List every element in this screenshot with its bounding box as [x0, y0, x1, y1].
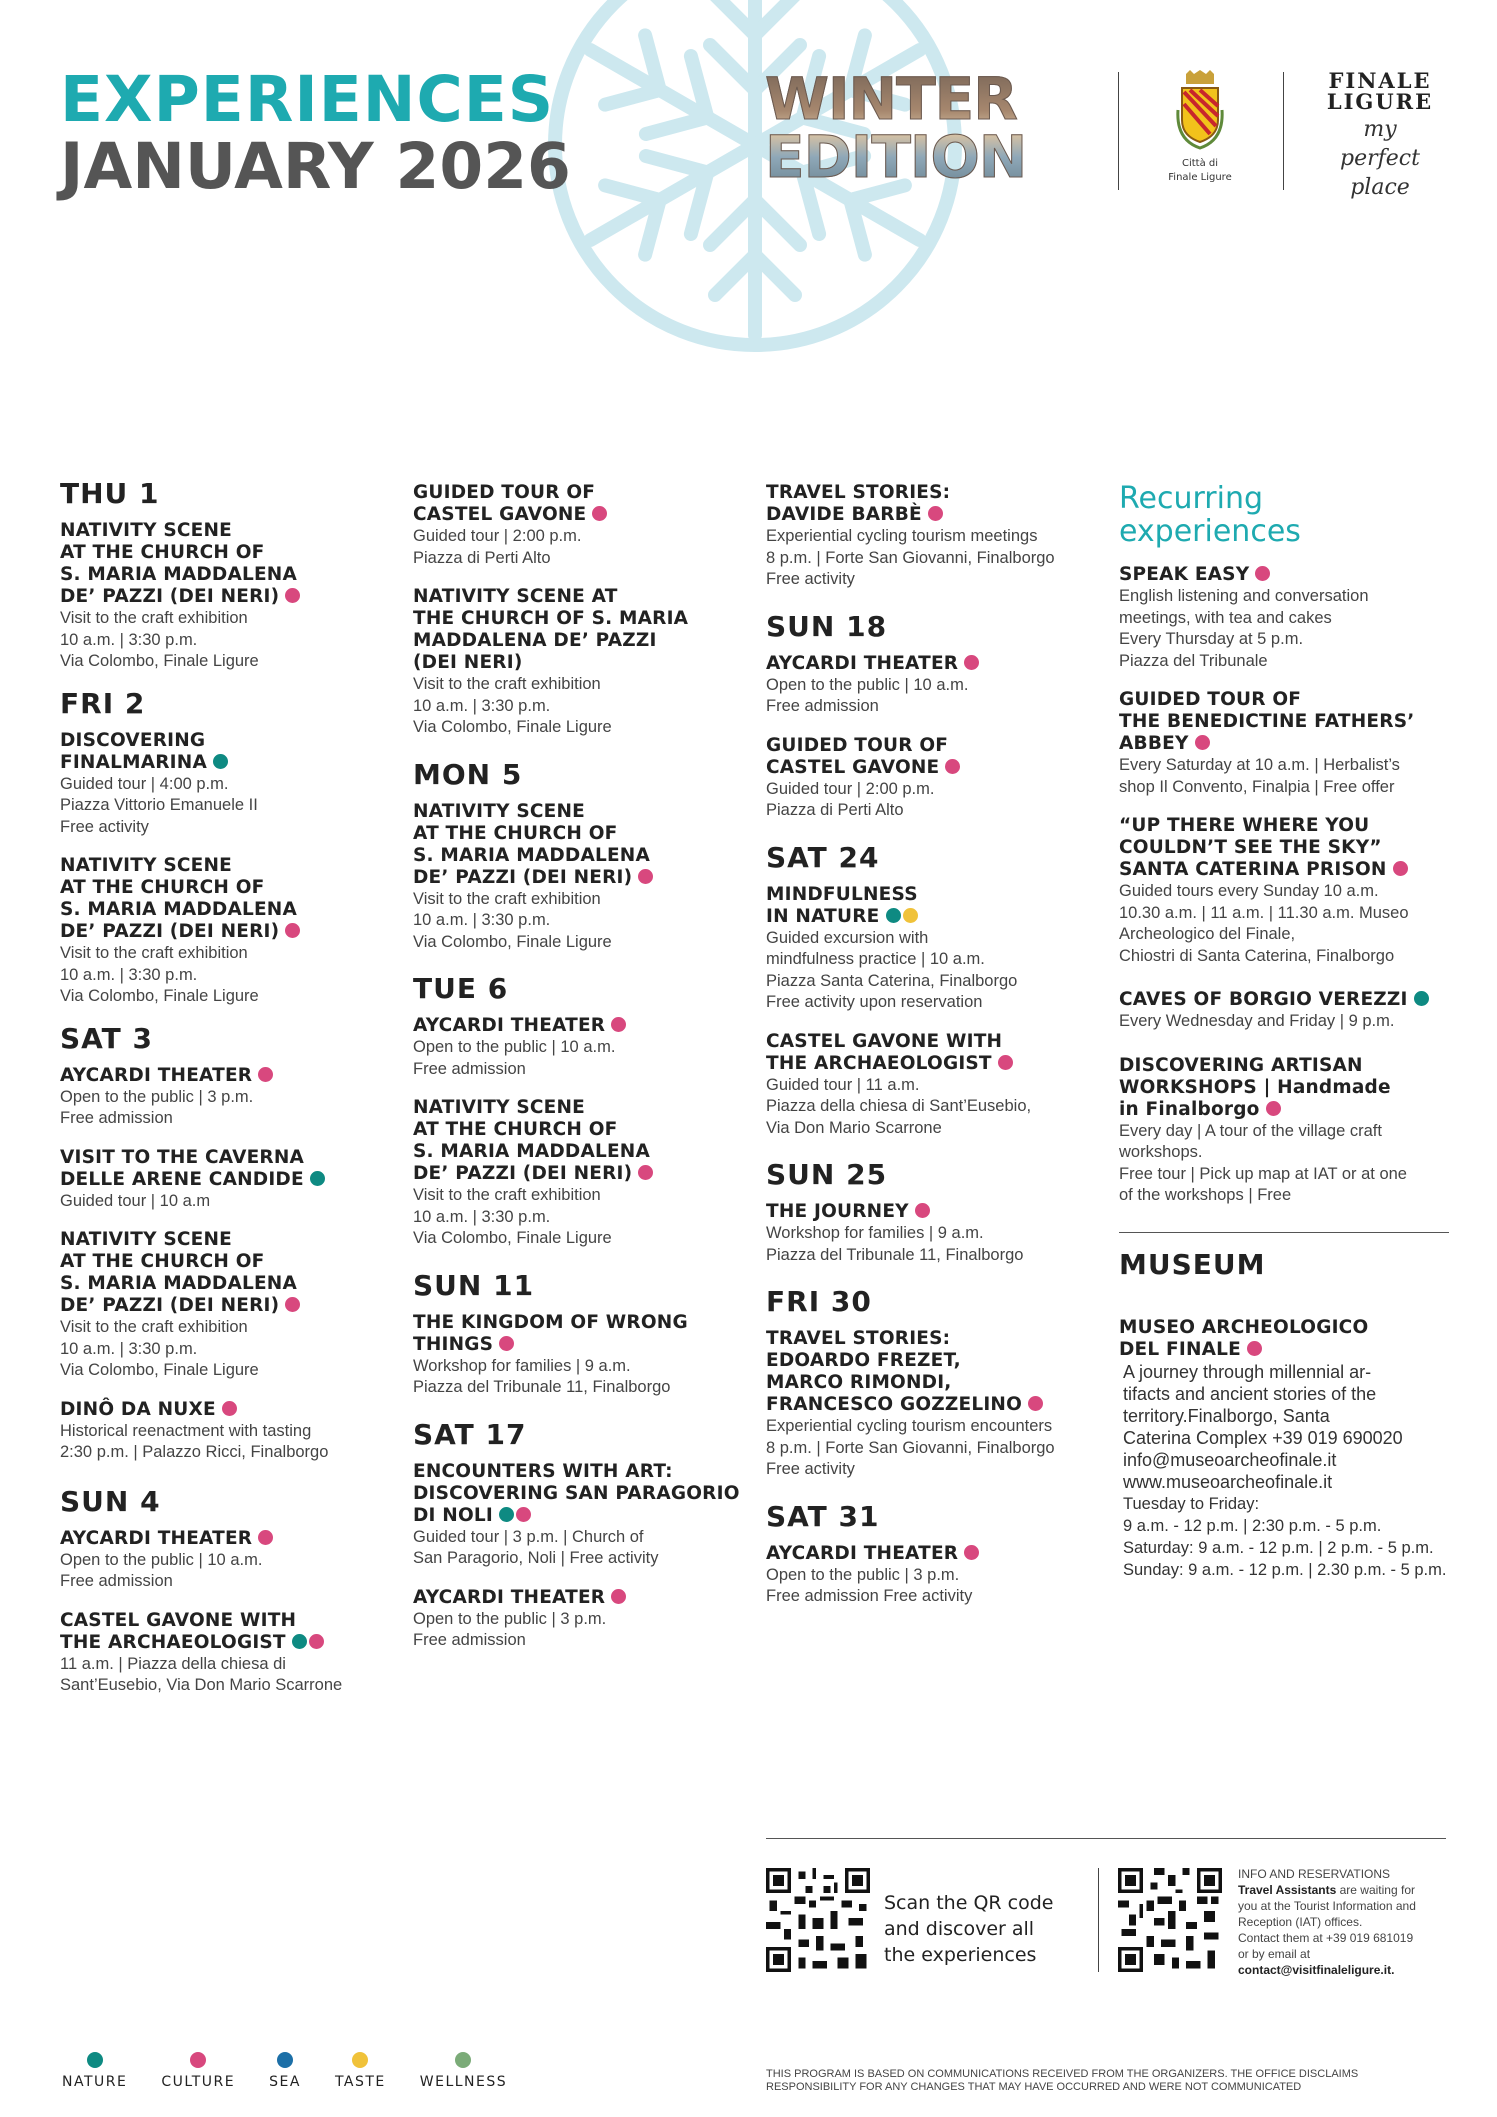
event-details: Guided tour | 2:00 p.m. Piazza di Perti Alto: [766, 779, 935, 819]
info-bold: Travel Assistants: [1238, 1883, 1337, 1897]
event-title: MINDFULNESS IN NATURE: [766, 883, 918, 927]
culture-dot-icon: [222, 1401, 237, 1416]
nature-dot-icon: [499, 1507, 514, 1522]
event-title: DISCOVERING FINALMARINA: [60, 730, 380, 774]
sea-dot-icon: [277, 2052, 293, 2068]
edition-line-2: EDITION: [765, 123, 1027, 191]
page-title: [60, 63, 571, 203]
event-details: Open to the public | 10 a.m. Free admission: [413, 1038, 616, 1078]
event-details: Open to the public | 10 a.m. Free admission: [766, 675, 969, 715]
qr-caption: Scan the QR code and discover all the experiences: [884, 1892, 1054, 1966]
crest-caption-2: Finale Ligure: [1168, 172, 1232, 183]
event-details: Open to the public | 10 a.m. Free admission: [60, 1550, 263, 1590]
category-legend: [62, 2052, 541, 2090]
event-details: 11 a.m. | Piazza della chiesa di Sant’Eusebio, Via Don Mario Scarrone: [60, 1654, 343, 1694]
wellness-dot-icon: [455, 2052, 471, 2068]
event-item[interactable]: [766, 1328, 1096, 1481]
event-details: Visit to the craft exhibition 10 a.m. | 3:30 p.m. Via Colombo, Finale Ligure: [413, 675, 612, 736]
day-heading: SUN 11: [413, 1268, 535, 1302]
tagline-2: perfect: [1340, 146, 1420, 172]
event-title: CASTEL GAVONE WITH THE ARCHAEOLOGIST: [60, 1610, 380, 1654]
event-details: Guided excursion with mindfulness practice | 10 a.m. Piazza Santa Caterina, Finalborgo Free activity upon reservation: [766, 928, 1018, 1011]
event-item[interactable]: [60, 1229, 380, 1382]
museum-heading: MUSEUM: [1119, 1232, 1449, 1279]
event-details: Visit to the craft exhibition 10 a.m. | 3:30 p.m. Via Colombo, Finale Ligure: [60, 1318, 259, 1379]
event-item[interactable]: [413, 482, 753, 569]
day-heading: SAT 3: [60, 1021, 153, 1055]
event-title: “UP THERE WHERE YOU COULDN’T SEE THE SKY” SANTA CATERINA PRISON: [1119, 815, 1449, 881]
day-heading: SUN 25: [766, 1158, 888, 1191]
event-details: Visit to the craft exhibition 10 a.m. | 3:30 p.m. Via Colombo, Finale Ligure: [413, 889, 612, 951]
event-title: AYCARDI THEATER: [766, 1543, 1096, 1565]
brand-divider: [1283, 72, 1284, 190]
legend-wellness: WELLNESS: [420, 2052, 507, 2090]
culture-dot-icon: [592, 506, 607, 521]
event-item[interactable]: [60, 1399, 380, 1464]
event-item[interactable]: [60, 1147, 380, 1213]
event-item[interactable]: [766, 884, 1096, 1014]
culture-dot-icon: [309, 1634, 324, 1649]
event-title: THE JOURNEY: [766, 1201, 1096, 1223]
legend-sea: SEA: [269, 2052, 301, 2090]
event-title: NATIVITY SCENE AT THE CHURCH OF S. MARIA MADDALENA DE’ PAZZI (DEI NERI): [60, 520, 380, 608]
event-item[interactable]: [413, 801, 753, 954]
event-item[interactable]: [60, 730, 380, 839]
title-experiences: EXPERIENCES: [60, 63, 555, 136]
culture-dot-icon: [964, 655, 979, 670]
event-details: Open to the public | 3 p.m. Free admission: [60, 1087, 254, 1127]
event-item[interactable]: [60, 1065, 380, 1130]
event-title: DINÔ DA NUXE: [60, 1399, 380, 1421]
event-title: GUIDED TOUR OF CASTEL GAVONE: [766, 735, 1096, 779]
event-item[interactable]: [766, 1201, 1096, 1266]
event-details: Guided tour | 2:00 p.m. Piazza di Perti Alto: [413, 527, 582, 567]
event-details: Guided tour | 11 a.m. Piazza della chiesa di Sant’Eusebio, Via Don Mario Scarrone: [766, 1075, 1032, 1137]
event-item[interactable]: [413, 1461, 753, 1570]
event-details: Every day | A tour of the village craft workshops. Free tour | Pick up map at IAT or at one of the workshops | Free: [1119, 1121, 1407, 1204]
culture-dot-icon: [915, 1203, 930, 1218]
brand-line-2: LIGURE: [1326, 89, 1434, 114]
culture-dot-icon: [638, 869, 653, 884]
finale-ligure-logo: [1315, 70, 1445, 199]
event-title: GUIDED TOUR OF THE BENEDICTINE FATHERS’ ABBEY: [1119, 689, 1415, 754]
recurring-heading: Recurring experiences: [1119, 481, 1301, 549]
info-title: INFO AND RESERVATIONS: [1238, 1867, 1391, 1881]
taste-dot-icon: [903, 908, 918, 923]
event-details: Visit to the craft exhibition 10 a.m. | 3:30 p.m. Via Colombo, Finale Ligure: [60, 609, 259, 670]
event-item[interactable]: [413, 1312, 753, 1399]
event-item[interactable]: [1119, 1055, 1449, 1207]
day-heading: THU 1: [60, 477, 160, 510]
event-details: English listening and conversation meetings, with tea and cakes Every Thursday at 5 p.m. Piazza del Tribunale: [1119, 587, 1369, 670]
event-details: Visit to the craft exhibition 10 a.m. | 3:30 p.m. Via Colombo, Finale Ligure: [60, 944, 259, 1005]
event-item[interactable]: [413, 1015, 753, 1080]
event-item[interactable]: [60, 1528, 380, 1593]
culture-dot-icon: [285, 588, 300, 603]
culture-dot-icon: [638, 1165, 653, 1180]
event-title: TRAVEL STORIES: EDOARDO FREZET, MARCO RIMONDI, FRANCESCO GOZZELINO: [766, 1328, 1096, 1416]
event-title: ENCOUNTERS WITH ART: DISCOVERING SAN PARAGORIO DI NOLI: [413, 1460, 740, 1526]
edition-line-1: WINTER: [765, 65, 1017, 133]
event-title: CAVES OF BORGIO VEREZZI: [1119, 989, 1449, 1011]
event-details: Visit to the craft exhibition 10 a.m. | 3:30 p.m. Via Colombo, Finale Ligure: [413, 1186, 612, 1247]
event-item[interactable]: [413, 586, 753, 739]
culture-dot-icon: [285, 923, 300, 938]
qr-code-icon[interactable]: [1118, 1868, 1222, 1972]
event-item[interactable]: [60, 520, 380, 673]
event-title: AYCARDI THEATER: [413, 1015, 753, 1037]
event-title: AYCARDI THEATER: [60, 1528, 380, 1550]
day-heading: SAT 24: [766, 840, 880, 874]
tagline-3: place: [1350, 175, 1410, 201]
culture-dot-icon: [998, 1055, 1013, 1070]
event-item[interactable]: [766, 482, 1096, 591]
culture-dot-icon: [499, 1336, 514, 1351]
legend-nature: NATURE: [62, 2052, 127, 2090]
taste-dot-icon: [352, 2052, 368, 2068]
event-details: Guided tour | 10 a.m: [60, 1191, 211, 1210]
event-title: VISIT TO THE CAVERNA DELLE ARENE CANDIDE: [60, 1147, 380, 1191]
footer-vertical-divider: [1098, 1868, 1099, 1972]
culture-dot-icon: [1195, 735, 1210, 750]
museum-email-link[interactable]: info@museoarcheofinale.it: [1123, 1449, 1337, 1470]
culture-dot-icon: [611, 1589, 626, 1604]
culture-dot-icon: [928, 506, 943, 521]
culture-dot-icon: [611, 1017, 626, 1032]
culture-dot-icon: [1028, 1396, 1043, 1411]
event-item[interactable]: [1119, 689, 1449, 798]
event-details: Guided tour | 4:00 p.m. Piazza Vittorio Emanuele II Free activity: [60, 774, 258, 836]
culture-dot-icon: [945, 759, 960, 774]
event-item[interactable]: [1119, 989, 1449, 1033]
winter-edition-logo: [765, 65, 1027, 191]
event-details: Guided tours every Sunday 10 a.m. 10.30 a.m. | 11 a.m. | 11.30 a.m. Museo Archeologico del Finale, Chiostri di Santa Caterina, Finalborgo: [1119, 882, 1409, 965]
event-title: CASTEL GAVONE WITH THE ARCHAEOLOGIST: [766, 1031, 1096, 1075]
event-item[interactable]: [413, 1587, 753, 1652]
nature-dot-icon: [310, 1171, 325, 1186]
event-title: NATIVITY SCENE AT THE CHURCH OF S. MARIA MADDALENA DE’ PAZZI (DEI NERI): [60, 1229, 380, 1317]
event-details: Every Wednesday and Friday | 9 p.m.: [1119, 1012, 1395, 1030]
legend-culture: CULTURE: [161, 2052, 235, 2090]
event-item[interactable]: [1119, 815, 1449, 967]
event-item[interactable]: [766, 1031, 1096, 1140]
event-item[interactable]: [1119, 564, 1449, 672]
event-title: THE KINGDOM OF WRONG THINGS: [413, 1311, 688, 1355]
crest-icon: [1174, 70, 1226, 152]
day-heading: MON 5: [413, 757, 523, 791]
culture-dot-icon: [1393, 861, 1408, 876]
event-details: Every Saturday at 10 a.m. | Herbalist’s shop Il Convento, Finalpia | Free offer: [1119, 756, 1400, 796]
nature-dot-icon: [213, 754, 228, 769]
column-4: [1119, 482, 1449, 1598]
event-details: Workshop for families | 9 a.m. Piazza del Tribunale 11, Finalborgo: [766, 1224, 1024, 1264]
column-3: [766, 482, 1096, 1625]
culture-dot-icon: [1266, 1101, 1281, 1116]
culture-dot-icon: [190, 2052, 206, 2068]
event-title: GUIDED TOUR OF CASTEL GAVONE: [413, 482, 753, 526]
event-title: MUSEO ARCHEOLOGICO DEL FINALE: [1119, 1316, 1369, 1360]
day-heading: SAT 17: [413, 1417, 527, 1451]
day-heading: SAT 31: [766, 1499, 880, 1533]
event-details: Historical reenactment with tasting 2:30 p.m. | Palazzo Ricci, Finalborgo: [60, 1421, 329, 1461]
nature-dot-icon: [886, 908, 901, 923]
crest-caption-1: Città di: [1181, 158, 1219, 169]
event-item[interactable]: [766, 1543, 1096, 1608]
day-heading: FRI 30: [766, 1285, 872, 1318]
column-1: [60, 477, 380, 1714]
event-title: AYCARDI THEATER: [766, 653, 1096, 675]
event-details: Experiential cycling tourism encounters 8 p.m. | Forte San Giovanni, Finalborgo Free activity: [766, 1417, 1055, 1478]
event-details: Open to the public | 3 p.m. Free admission Free activity: [766, 1565, 973, 1605]
event-details: Open to the public | 3 p.m. Free admission: [413, 1609, 607, 1649]
culture-dot-icon: [258, 1067, 273, 1082]
legend-taste: TASTE: [335, 2052, 386, 2090]
culture-dot-icon: [258, 1530, 273, 1545]
disclaimer: THIS PROGRAM IS BASED ON COMMUNICATIONS RECEIVED FROM THE ORGANIZERS. THE OFFICE DISCLAIMS RESPONSIBILITY FOR ANY CHANGES THAT MAY HAVE OCCURRED AND WERE NOT COMMUNICATED: [766, 2068, 1359, 2093]
event-item[interactable]: [60, 1610, 380, 1697]
footer-divider: [766, 1838, 1446, 1839]
event-details: Workshop for families | 9 a.m. Piazza del Tribunale 11, Finalborgo: [413, 1356, 671, 1396]
event-title: SPEAK EASY: [1119, 564, 1449, 586]
nature-dot-icon: [87, 2052, 103, 2068]
day-heading: SUN 4: [60, 1484, 161, 1518]
event-details: Experiential cycling tourism meetings 8 p.m. | Forte San Giovanni, Finalborgo Free activity: [766, 527, 1055, 588]
event-title: NATIVITY SCENE AT THE CHURCH OF S. MARIA MADDALENA DE’ PAZZI (DEI NERI): [413, 801, 753, 889]
culture-dot-icon: [964, 1545, 979, 1560]
event-title: NATIVITY SCENE AT THE CHURCH OF S. MARIA MADDALENA DE’ PAZZI (DEI NERI): [413, 586, 689, 673]
day-heading: SUN 18: [766, 609, 888, 643]
qr-code-icon[interactable]: [766, 1868, 870, 1972]
event-title: AYCARDI THEATER: [60, 1065, 380, 1087]
culture-dot-icon: [285, 1297, 300, 1312]
nature-dot-icon: [292, 1634, 307, 1649]
day-heading: TUE 6: [413, 972, 509, 1005]
info-email-link[interactable]: contact@visitfinaleligure.it.: [1238, 1963, 1395, 1977]
snowflake-icon: [515, 0, 995, 385]
museum-website-link[interactable]: www.museoarcheofinale.it: [1123, 1471, 1333, 1492]
event-title: NATIVITY SCENE AT THE CHURCH OF S. MARIA MADDALENA DE’ PAZZI (DEI NERI): [413, 1097, 753, 1185]
culture-dot-icon: [516, 1507, 531, 1522]
event-title: AYCARDI THEATER: [413, 1587, 753, 1609]
event-item[interactable]: [413, 1097, 753, 1250]
event-item[interactable]: [60, 855, 380, 1008]
brand-line-1: FINALE: [1328, 68, 1432, 93]
info-reservations: INFO AND RESERVATIONS Travel Assistants are waiting for you at the Tourist Information and Reception (IAT) offices. Contact them at +39 019 681019 or by email at contact@visitfinaleligure.it.: [1238, 1866, 1438, 1978]
event-details: Guided tour | 3 p.m. | Church of San Paragorio, Noli | Free activity: [413, 1527, 659, 1567]
tagline-1: my: [1363, 117, 1397, 142]
culture-dot-icon: [1247, 1341, 1262, 1356]
title-month: JANUARY 2026: [60, 130, 571, 203]
event-title: TRAVEL STORIES: DAVIDE BARBÈ: [766, 482, 951, 525]
museum-item[interactable]: MUSEO ARCHEOLOGICO DEL FINALE A journey through millennial ar- tifacts and ancient stories of the territory.Finalborgo, Santa Caterina Complex +39 019 690020 info@museoarcheofinale.it www.museoarcheofinale.it Tuesday to Friday: 9 a.m. - 12 p.m. | 2:30 p.m. - 5 p.m. Saturday: 9 a.m. - 12 p.m. | 2 p.m. - 5 p.m. Sunday: 9 a.m. - 12 p.m. | 2.30 p.m. - 5 p.m.: [1119, 1317, 1449, 1581]
event-title: NATIVITY SCENE AT THE CHURCH OF S. MARIA MADDALENA DE’ PAZZI (DEI NERI): [60, 855, 380, 943]
day-heading: FRI 2: [60, 686, 146, 720]
header-divider: [1118, 72, 1119, 190]
event-item[interactable]: [766, 735, 1096, 822]
city-crest: [1160, 70, 1240, 184]
event-title: DISCOVERING ARTISAN WORKSHOPS | Handmade in Finalborgo: [1119, 1054, 1391, 1120]
nature-dot-icon: [1414, 991, 1429, 1006]
column-2: [413, 482, 753, 1669]
culture-dot-icon: [1255, 566, 1270, 581]
event-item[interactable]: [766, 653, 1096, 718]
